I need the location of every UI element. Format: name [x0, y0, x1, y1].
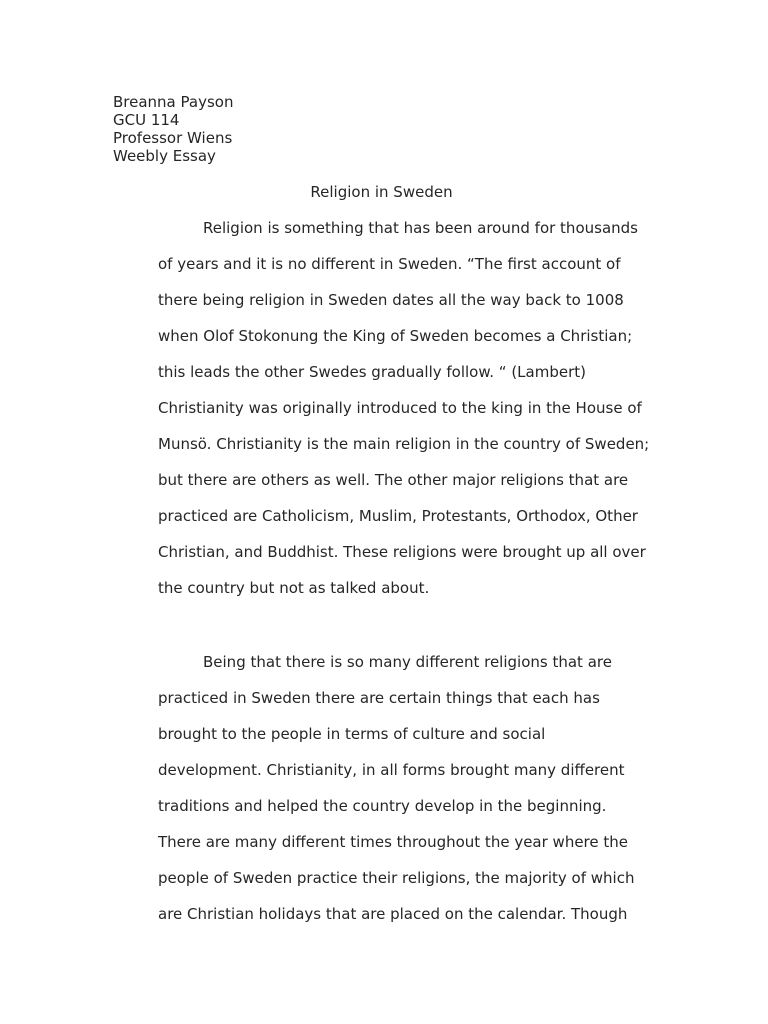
assignment-name: Weebly Essay [113, 147, 216, 165]
paragraph-2 [158, 652, 658, 940]
essay-header [113, 93, 233, 165]
professor-name: Professor Wiens [113, 129, 233, 147]
paragraph-line: this leads the other Swedes gradually follow. “ (Lambert) [158, 363, 586, 381]
paragraph-line: There are many different times throughout the year where the [158, 833, 629, 851]
paragraph-line: brought to the people in terms of culture and social [158, 725, 546, 743]
paragraph-line: development. Christianity, in all forms brought many different [158, 761, 625, 779]
paragraph-line: Religion is something that has been around for thousands [203, 219, 638, 237]
paragraph-line: are Christian holidays that are placed on the calendar. Though [158, 905, 628, 923]
paragraph-line: people of Sweden practice their religions, the majority of which [158, 869, 635, 887]
paragraph-line: Being that there is so many different religions that are [203, 653, 612, 671]
paragraph-line: the country but not as talked about. [158, 579, 430, 597]
essay-title: Religion in Sweden [310, 183, 453, 201]
paragraph-line: practiced in Sweden there are certain things that each has [158, 689, 600, 707]
paragraph-line: traditions and helped the country develop in the beginning. [158, 797, 607, 815]
paragraph-line: practiced are Catholicism, Muslim, Protestants, Orthodox, Other [158, 507, 638, 525]
paragraph-line: of years and it is no different in Sweden. “The first account of [158, 255, 621, 273]
paragraph-line: but there are others as well. The other major religions that are [158, 471, 629, 489]
paragraph-1 [158, 218, 658, 614]
paragraph-line: Christianity was originally introduced to the king in the House of [158, 399, 642, 417]
paragraph-line: Munsö. Christianity is the main religion in the country of Sweden; [158, 435, 650, 453]
paragraph-line: when Olof Stokonung the King of Sweden becomes a Christian; [158, 327, 633, 345]
paragraph-line: there being religion in Sweden dates all the way back to 1008 [158, 291, 624, 309]
author-name: Breanna Payson [113, 93, 234, 111]
paragraph-line: Christian, and Buddhist. These religions were brought up all over [158, 543, 646, 561]
course-code: GCU 114 [113, 111, 180, 129]
